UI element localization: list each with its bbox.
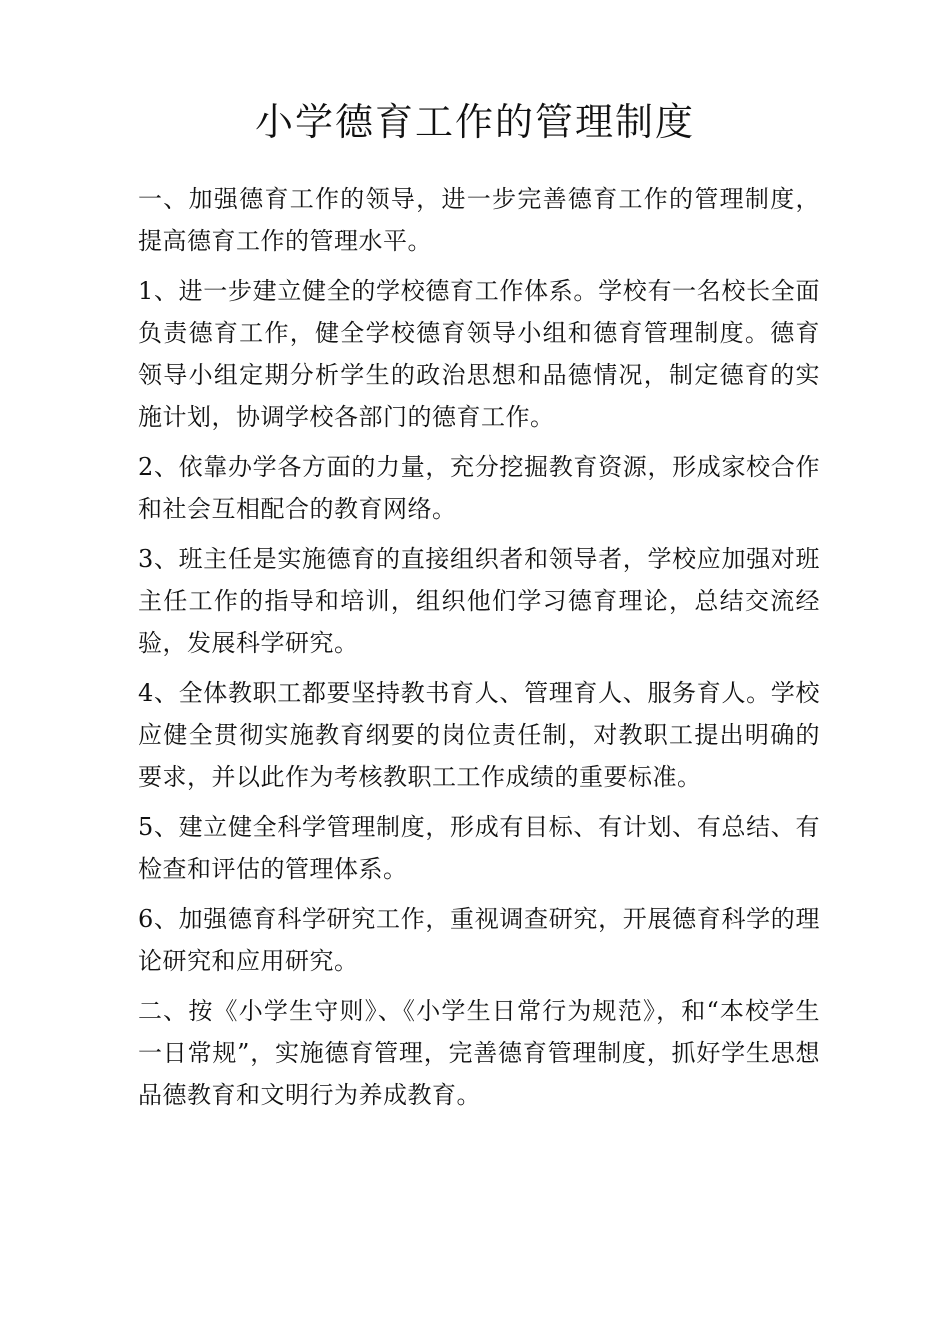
paragraph-section-2: 二、按《小学生守则》、《小学生日常行为规范》，和“本校学生一日常规”，实施德育管理，完善德育管理制度，抓好学生思想品德教育和文明行为养成教育。	[138, 997, 820, 1109]
paragraph-section-1: 一、加强德育工作的领导，进一步完善德育工作的管理制度，提高德育工作的管理水平。	[138, 185, 820, 255]
paragraph-item-6: 6、加强德育科学研究工作，重视调查研究，开展德育科学的理论研究和应用研究。	[138, 905, 820, 975]
paragraph-item-4: 4、全体教职工都要坚持教书育人、管理育人、服务育人。学校应健全贯彻实施教育纲要的岗位责任制，对教职工提出明确的要求，并以此作为考核教职工工作成绩的重要标准。	[138, 679, 820, 791]
paragraph-item-3: 3、班主任是实施德育的直接组织者和领导者，学校应加强对班主任工作的指导和培训，组织他们学习德育理论，总结交流经验，发展科学研究。	[138, 545, 820, 657]
paragraph-item-2: 2、依靠办学各方面的力量，充分挖掘教育资源，形成家校合作和社会互相配合的教育网络。	[138, 453, 820, 523]
paragraph-item-5: 5、建立健全科学管理制度，形成有目标、有计划、有总结、有检查和评估的管理体系。	[138, 813, 820, 883]
document-body	[138, 178, 820, 1116]
paragraph-item-1: 1、进一步建立健全的学校德育工作体系。学校有一名校长全面负责德育工作，健全学校德育领导小组和德育管理制度。德育领导小组定期分析学生的政治思想和品德情况，制定德育的实施计划，协调学校各部门的德育工作。	[138, 277, 820, 431]
document-title: 小学德育工作的管理制度	[254, 100, 695, 144]
